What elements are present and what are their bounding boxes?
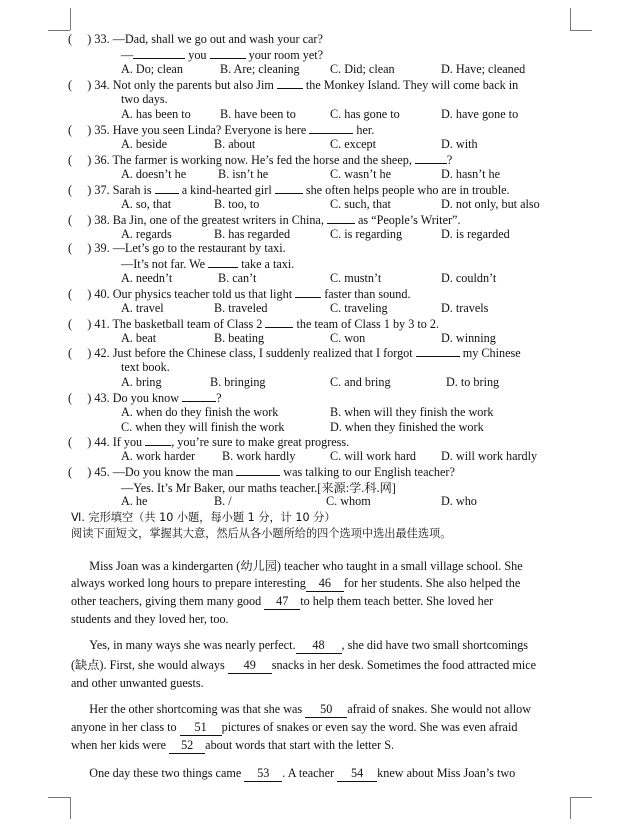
- option-a[interactable]: A. bring: [121, 375, 162, 389]
- option-b[interactable]: B. traveled: [214, 301, 268, 315]
- crop-mark-top-right-h: [570, 30, 592, 31]
- option-c[interactable]: C. except: [330, 137, 377, 151]
- option-a[interactable]: A. he: [121, 494, 148, 508]
- passage-p1: [71, 557, 571, 627]
- blank[interactable]: [133, 47, 185, 59]
- option-d[interactable]: D. who: [441, 494, 477, 508]
- answer-bracket[interactable]: ( ): [68, 213, 92, 227]
- option-b[interactable]: B. beating: [214, 331, 265, 345]
- option-a[interactable]: A. needn’t: [121, 271, 173, 285]
- option-b[interactable]: B. when will they finish the work: [330, 405, 494, 419]
- answer-bracket[interactable]: ( ): [68, 465, 92, 479]
- answer-bracket[interactable]: ( ): [68, 32, 92, 46]
- option-b[interactable]: B. too, to: [214, 197, 260, 211]
- option-c[interactable]: C. will work hard: [330, 449, 416, 463]
- option-c[interactable]: C. has gone to: [330, 107, 400, 121]
- blank[interactable]: [277, 77, 303, 89]
- answer-bracket[interactable]: ( ): [68, 183, 92, 197]
- passage-line: One day these two things came 53 . A teacher 54 knew about Miss Joan’s two: [89, 766, 516, 780]
- option-a[interactable]: A. beat: [121, 331, 157, 345]
- blank[interactable]: [265, 316, 293, 328]
- question-41: ( ) 41. The basketball team of Class 2 the team of Class 1 by 3 to 2.: [68, 317, 440, 331]
- option-c[interactable]: C. is regarding: [330, 227, 403, 241]
- blank-54[interactable]: 54: [337, 766, 377, 782]
- crop-mark-bottom-right-h: [570, 797, 592, 798]
- passage-line: when her kids were 52 about words that start with the letter S.: [71, 738, 395, 752]
- crop-mark-top-left: [70, 8, 71, 30]
- answer-bracket[interactable]: ( ): [68, 123, 92, 137]
- passage-line: Miss Joan was a kindergarten (幼儿园) teacher who taught in a small village school. She: [89, 559, 523, 573]
- option-c[interactable]: C. Did; clean: [330, 62, 395, 76]
- option-c[interactable]: C. won: [330, 331, 366, 345]
- option-c[interactable]: C. wasn’t he: [330, 167, 392, 181]
- passage-line: students and they loved her, too.: [71, 612, 229, 626]
- crop-mark-bottom-right: [570, 797, 571, 819]
- blank-53[interactable]: 53: [244, 766, 282, 782]
- option-d[interactable]: D. Have; cleaned: [441, 62, 526, 76]
- question-34: ( ) 34. Not only the parents but also Jim the Monkey Island. They will come back in: [68, 78, 519, 92]
- question-37: ( ) 37. Sarah is a kind-hearted girl she often helps people who are in trouble.: [68, 183, 510, 197]
- answer-bracket[interactable]: ( ): [68, 241, 92, 255]
- question-39-line2: —It’s not far. We take a taxi.: [121, 257, 295, 271]
- blank[interactable]: [295, 286, 321, 298]
- answer-bracket[interactable]: ( ): [68, 391, 92, 405]
- blank-51[interactable]: 51: [180, 720, 222, 736]
- answer-bracket[interactable]: ( ): [68, 317, 92, 331]
- blank[interactable]: [208, 256, 238, 268]
- blank-47[interactable]: 47: [264, 594, 300, 610]
- blank[interactable]: [145, 434, 171, 446]
- question-33: [68, 32, 323, 47]
- question-38: ( ) 38. Ba Jin, one of the greatest writers in China, as “People’s Writer”.: [68, 213, 461, 227]
- question-42: ( ) 42. Just before the Chinese class, I suddenly realized that I forgot my Chinese: [68, 346, 521, 360]
- blank[interactable]: [182, 390, 216, 402]
- question-39: ( ) 39. —Let’s go to the restaurant by taxi.: [68, 241, 286, 255]
- question-44: ( ) 44. If you , you’re sure to make great progress.: [68, 435, 350, 449]
- option-c[interactable]: C. when they will finish the work: [121, 420, 285, 434]
- option-b[interactable]: B. isn’t he: [218, 167, 269, 181]
- passage-line: Yes, in many ways she was nearly perfect. 48 , she did have two small shortcomings: [89, 638, 529, 652]
- passage-line: anyone in her class to 51 pictures of snakes or even say the word. She was even afraid: [71, 720, 518, 734]
- blank[interactable]: [309, 122, 353, 134]
- answer-bracket[interactable]: ( ): [68, 346, 92, 360]
- passage-line: and other unwanted guests.: [71, 676, 204, 690]
- option-d[interactable]: D. not only, but also: [441, 197, 540, 211]
- question-40: ( ) 40. Our physics teacher told us that light faster than sound.: [68, 287, 411, 301]
- option-a[interactable]: A. beside: [121, 137, 168, 151]
- blank[interactable]: [275, 182, 303, 194]
- answer-bracket[interactable]: ( ): [68, 78, 92, 92]
- passage-p3: [71, 702, 571, 754]
- question-34-line2: two days.: [121, 92, 168, 106]
- crop-mark-top-right: [570, 8, 571, 30]
- blank-49[interactable]: 49: [228, 658, 272, 674]
- question-number: 33.: [94, 32, 110, 46]
- option-d[interactable]: D. travels: [441, 301, 489, 315]
- option-d[interactable]: D. winning: [441, 331, 496, 345]
- option-b[interactable]: B. Are; cleaning: [220, 62, 300, 76]
- option-d[interactable]: D. have gone to: [441, 107, 519, 121]
- option-d[interactable]: D. is regarded: [441, 227, 510, 241]
- option-d[interactable]: D. with: [441, 137, 478, 151]
- option-c[interactable]: C. mustn’t: [330, 271, 382, 285]
- option-a[interactable]: A. has been to: [121, 107, 191, 121]
- option-a[interactable]: A. travel: [121, 301, 164, 315]
- passage-p2: [71, 638, 571, 691]
- option-b[interactable]: B. have been to: [220, 107, 296, 121]
- blank[interactable]: [327, 212, 355, 224]
- option-a[interactable]: A. doesn’t he: [121, 167, 187, 181]
- question-45: ( ) 45. —Do you know the man was talking to our English teacher?: [68, 465, 455, 479]
- blank-46[interactable]: 46: [306, 576, 344, 592]
- blank[interactable]: [236, 464, 280, 476]
- option-d[interactable]: D. will work hardly: [441, 449, 538, 463]
- section-instruction: 阅读下面短文，掌握其大意，然后从各小题所给的四个选项中选出最佳选项。: [71, 527, 452, 540]
- option-a[interactable]: A. when do they finish the work: [121, 405, 279, 419]
- section-title: Ⅵ. 完形填空（共 10 小题，每小题 1 分，计 10 分）: [71, 511, 336, 524]
- question-33-line2: — you your room yet?: [121, 48, 324, 62]
- blank-52[interactable]: 52: [169, 738, 205, 754]
- option-c[interactable]: C. whom: [326, 494, 371, 508]
- question-35: ( ) 35. Have you seen Linda? Everyone is here her.: [68, 123, 375, 137]
- option-b[interactable]: B. bringing: [210, 375, 266, 389]
- blank[interactable]: [416, 345, 460, 357]
- answer-bracket[interactable]: ( ): [68, 153, 92, 167]
- crop-mark-bottom-left-h: [48, 797, 70, 798]
- option-a[interactable]: A. work harder: [121, 449, 196, 463]
- answer-bracket[interactable]: ( ): [68, 435, 92, 449]
- option-c[interactable]: C. and bring: [330, 375, 391, 389]
- option-a[interactable]: A. Do; clean: [121, 62, 183, 76]
- option-b[interactable]: B. has regarded: [214, 227, 291, 241]
- passage-line: always worked long hours to prepare interesting 46 for her students. She also helped the: [71, 576, 521, 590]
- crop-mark-top-left-h: [48, 30, 70, 31]
- option-d[interactable]: D. to bring: [446, 375, 500, 389]
- question-45-line2: —Yes. It’s Mr Baker, our maths teacher.[来源:学.科.网]: [121, 481, 396, 495]
- question-42-line2: text book.: [121, 360, 170, 374]
- blank-48[interactable]: 48: [296, 638, 342, 654]
- option-b[interactable]: B. /: [214, 494, 232, 508]
- question-stem: —Dad, shall we go out and wash your car?: [112, 32, 323, 46]
- passage-line: other teachers, giving them many good 47 to help them teach better. She loved her: [71, 594, 494, 608]
- crop-mark-bottom-left: [70, 797, 71, 819]
- option-d[interactable]: D. when they finished the work: [330, 420, 484, 434]
- blank-50[interactable]: 50: [305, 702, 347, 718]
- question-36: ( ) 36. The farmer is working now. He’s fed the horse and the sheep, ?: [68, 153, 453, 167]
- option-a[interactable]: A. regards: [121, 227, 172, 241]
- option-d[interactable]: D. hasn’t he: [441, 167, 501, 181]
- blank[interactable]: [415, 152, 447, 164]
- answer-bracket[interactable]: ( ): [68, 287, 92, 301]
- option-a[interactable]: A. so, that: [121, 197, 172, 211]
- blank[interactable]: [155, 182, 179, 194]
- option-b[interactable]: B. can’t: [218, 271, 257, 285]
- option-c[interactable]: C. traveling: [330, 301, 388, 315]
- option-b[interactable]: B. about: [214, 137, 256, 151]
- blank[interactable]: [210, 47, 246, 59]
- passage-p4: [71, 766, 571, 782]
- option-c[interactable]: C. such, that: [330, 197, 391, 211]
- question-43: ( ) 43. Do you know ?: [68, 391, 222, 405]
- passage-line: (缺点). First, she would always 49 snacks in her desk. Sometimes the food attracted mice: [71, 658, 537, 672]
- option-d[interactable]: D. couldn’t: [441, 271, 497, 285]
- option-b[interactable]: B. work hardly: [222, 449, 296, 463]
- passage-line: Her the other shortcoming was that she was 50 afraid of snakes. She would not allow: [89, 702, 532, 716]
